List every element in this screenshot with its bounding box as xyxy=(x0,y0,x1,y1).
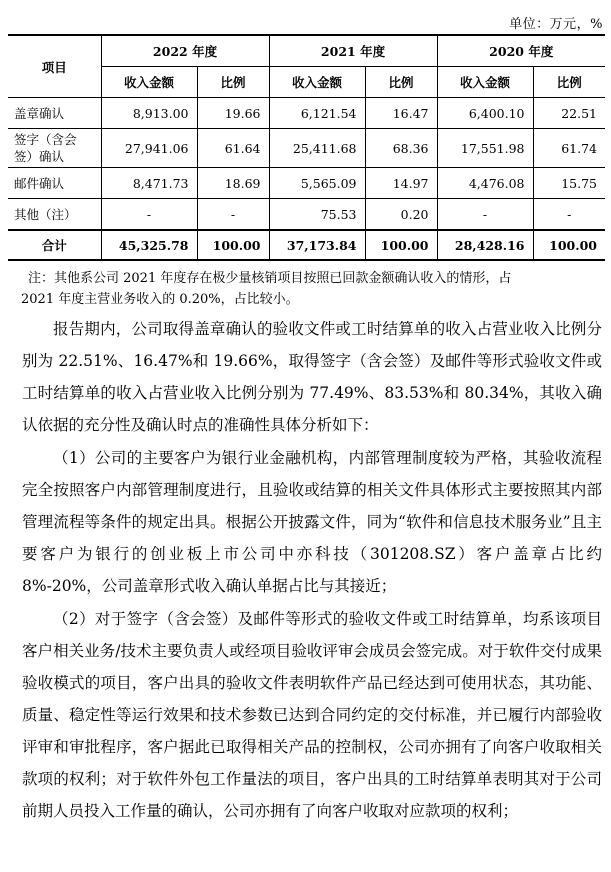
table-row xyxy=(8,98,605,129)
header-ratio: 比例 xyxy=(365,67,437,98)
cell-value: 25,411.68 xyxy=(269,129,365,168)
row-name: 盖章确认 xyxy=(8,98,101,129)
table-row xyxy=(8,129,605,168)
header-revenue: 收入金额 xyxy=(437,67,533,98)
cell-value: 8,471.73 xyxy=(101,168,197,199)
table-row xyxy=(8,199,605,231)
row-name: 邮件确认 xyxy=(8,168,101,199)
total-value: 100.00 xyxy=(197,230,269,260)
cell-value: 22.51 xyxy=(533,98,605,129)
cell-value: 19.66 xyxy=(197,98,269,129)
cell-value: 6,400.10 xyxy=(437,98,533,129)
cell-value: 5,565.09 xyxy=(269,168,365,199)
cell-value: 75.53 xyxy=(269,199,365,231)
total-label: 合计 xyxy=(8,230,101,260)
unit-label: 单位：万元，% xyxy=(509,17,603,32)
total-value: 45,325.78 xyxy=(101,230,197,260)
header-revenue: 收入金额 xyxy=(101,67,197,98)
row-name: 签字（含会签）确认 xyxy=(8,129,101,168)
table-row xyxy=(8,168,605,199)
cell-value: 61.64 xyxy=(197,129,269,168)
cell-value: 17,551.98 xyxy=(437,129,533,168)
header-year-2022: 2022 年度 xyxy=(101,35,269,67)
cell-value: 68.36 xyxy=(365,129,437,168)
revenue-table xyxy=(8,34,605,261)
total-value: 28,428.16 xyxy=(437,230,533,260)
header-year-2021: 2021 年度 xyxy=(269,35,437,67)
cell-value: 15.75 xyxy=(533,168,605,199)
cell-value: 0.20 xyxy=(365,199,437,231)
cell-value: 61.74 xyxy=(533,129,605,168)
header-ratio: 比例 xyxy=(197,67,269,98)
header-ratio: 比例 xyxy=(533,67,605,98)
total-row xyxy=(8,230,605,260)
header-revenue: 收入金额 xyxy=(269,67,365,98)
cell-value: 27,941.06 xyxy=(101,129,197,168)
paragraph-point-2: （2）对于签字（含会签）及邮件等形式的验收文件或工时结算单，均系该项目客户相关业务/技术主要负责人或经项目验收评审会成员会签完成。对于软件交付成果验收模式的项目，客户出具的验收文件表明软件产品已经达到可使用状态，其功能、质量、稳定性等运行效果和技术参数已达到合同约定的交付标准，并已履行内部验收评审和审批程序，客户据此已取得相关产品的控制权，公司亦拥有了向客户收取相关款项的权利；对于软件外包工作量法的项目，客户出具的工时结算单表明其对于公司前期人员投入工作量的确认，公司亦拥有了向客户收取对应款项的权利； xyxy=(22,610,602,820)
total-value: 37,173.84 xyxy=(269,230,365,260)
paragraph-point-1: （1）公司的主要客户为银行业金融机构，内部管理制度较为严格，其验收流程完全按照客户内部管理制度进行，且验收或结算的相关文件具体形式主要按照其内部管理流程等条件的规定出具。根据公开披露文件，同为“软件和信息技术服务业”且主要客户为银行的创业板上市公司中亦科技（301208.SZ）客户盖章占比约 8%-20%，公司盖章形式收入确认单据占比与其接近； xyxy=(22,449,602,595)
cell-value: - xyxy=(101,199,197,231)
cell-value: 16.47 xyxy=(365,98,437,129)
cell-value: - xyxy=(437,199,533,231)
note-line-1: 注：其他系公司 2021 年度存在极少量核销项目按照已回款金额确认收入的情形，占 xyxy=(28,271,512,286)
table-note xyxy=(21,268,600,310)
header-year-2020: 2020 年度 xyxy=(437,35,605,67)
cell-value: - xyxy=(533,199,605,231)
total-value: 100.00 xyxy=(365,230,437,260)
header-row-years xyxy=(8,35,605,67)
note-line-2: 2021 年度主营业务收入的 0.20%，占比较小。 xyxy=(21,292,299,307)
cell-value: 4,476.08 xyxy=(437,168,533,199)
total-value: 100.00 xyxy=(533,230,605,260)
paragraph-summary: 报告期内，公司取得盖章确认的验收文件或工时结算单的收入占营业收入比例分别为 22.51%、16.47%和 19.66%，取得签字（含会签）及邮件等形式验收文件或工时结算单的收入占营业收入比例分别为 77.49%、83.53%和 80.34%，其收入确认依据的充分性及确认时点的准确性具体分析如下： xyxy=(22,320,602,434)
cell-value: 8,913.00 xyxy=(101,98,197,129)
header-item: 项目 xyxy=(8,35,101,98)
row-name: 其他（注） xyxy=(8,199,101,231)
cell-value: 14.97 xyxy=(365,168,437,199)
cell-value: 18.69 xyxy=(197,168,269,199)
cell-value: - xyxy=(197,199,269,231)
cell-value: 6,121.54 xyxy=(269,98,365,129)
